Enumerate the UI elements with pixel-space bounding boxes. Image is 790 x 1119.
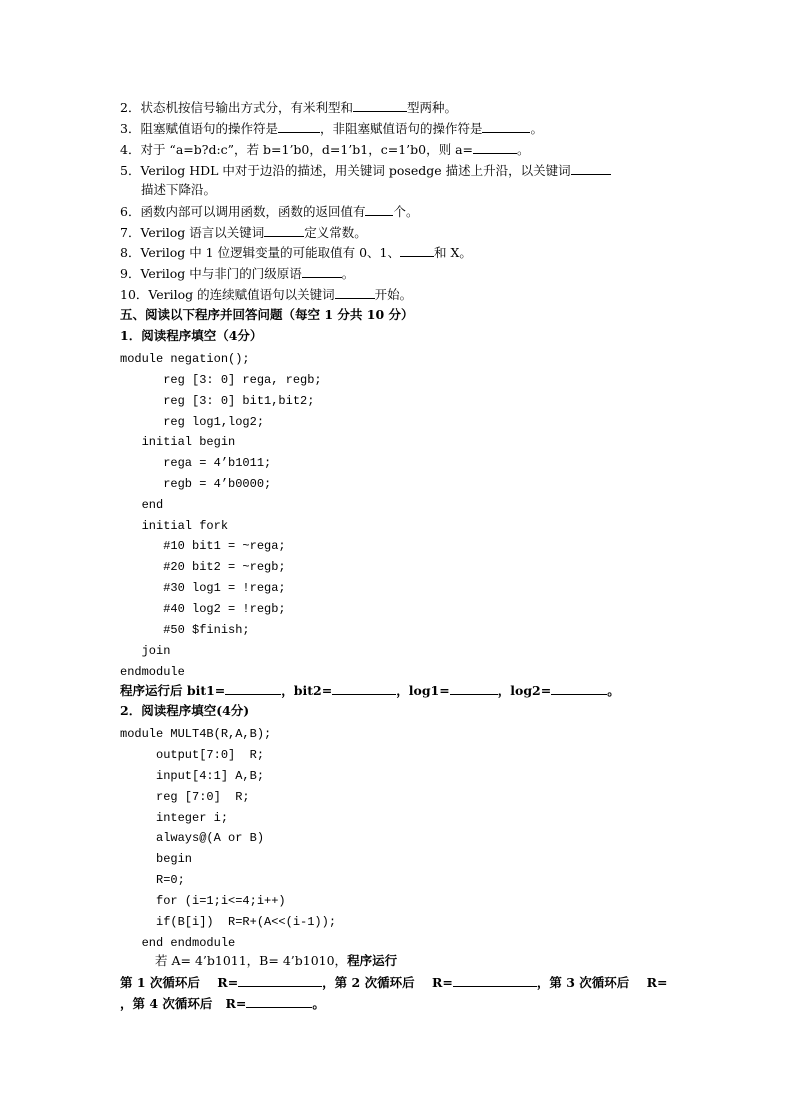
answer-blank <box>551 682 607 695</box>
question-2-run-line: 若 A= 4’b1011，B= 4’b1010，程序运行 <box>155 953 398 968</box>
answer-blank <box>238 974 322 987</box>
answer-blank <box>482 120 530 133</box>
answer-blank <box>353 99 407 112</box>
answer-blank <box>453 974 537 987</box>
answer-blank <box>400 244 434 257</box>
answer-blank <box>278 120 320 133</box>
fill-item-3: 3．阻塞赋值语句的操作符是 ，非阻塞赋值语句的操作符是 。 <box>120 121 543 136</box>
fill-item-6: 6．函数内部可以调用函数，函数的返回值有 个。 <box>120 204 419 219</box>
code-line: #20 bit2 = ~regb; <box>120 560 286 574</box>
code-line: #40 log2 = !regb; <box>120 602 286 616</box>
answer-blank <box>332 682 396 695</box>
code-line: reg [7:0] R; <box>120 790 250 804</box>
answer-blank <box>450 682 498 695</box>
code-line: integer i; <box>120 811 229 825</box>
fill-item-5-continued: 描述下降沿。 <box>141 182 217 197</box>
question-2-loop-line-1: 第 1 次循环后 R= ，第 2 次循环后 R= ，第 3 次循环后 R= <box>120 975 668 990</box>
fill-item-4: 4．对于 “a=b?d:c”，若 b=1’b0，d=1’b1，c=1’b0，则 a= 。 <box>120 142 530 157</box>
fill-item-5: 5．Verilog HDL 中对于边沿的描述，用关键词 posedge 描述上升沿，以关键词 <box>120 162 611 179</box>
code-line: regb = 4’b0000; <box>120 477 272 491</box>
code-line: output[7:0] R; <box>120 748 265 762</box>
code-line: end <box>120 498 164 512</box>
code-line: reg [3: 0] bit1,bit2; <box>120 394 315 408</box>
answer-blank <box>246 995 312 1008</box>
question-1-answer-line: 程序运行后 bit1= ，bit2= ，log1= ，log2= 。 <box>120 683 620 698</box>
code-line: input[4:1] A,B; <box>120 769 265 783</box>
code-line: #50 $finish; <box>120 623 250 637</box>
code-line: for (i=1;i<=4;i++) <box>120 894 286 908</box>
question-2-title: 2．阅读程序填空(4分) <box>120 703 250 718</box>
code-line: rega = 4’b1011; <box>120 456 272 470</box>
answer-blank <box>225 682 281 695</box>
code-line: begin <box>120 852 193 866</box>
fill-item-8: 8．Verilog 中 1 位逻辑变量的可能取值有 0、1、 和 X。 <box>120 245 472 260</box>
code-line: module negation(); <box>120 352 250 366</box>
answer-blank <box>335 286 375 299</box>
code-line: if(B[i]) R=R+(A<<(i-1)); <box>120 915 337 929</box>
question-1-title: 1．阅读程序填空（4分） <box>120 328 263 343</box>
answer-blank <box>571 162 611 175</box>
code-line: #30 log1 = !rega; <box>120 581 286 595</box>
code-line: reg [3: 0] rega, regb; <box>120 373 322 387</box>
answer-blank <box>473 141 517 154</box>
code-line: initial begin <box>120 435 236 449</box>
code-line: always@(A or B) <box>120 831 265 845</box>
answer-blank <box>302 265 342 278</box>
fill-item-10: 10．Verilog 的连续赋值语句以关键词 开始。 <box>120 287 413 302</box>
answer-blank <box>264 224 304 237</box>
code-line: reg log1,log2; <box>120 415 265 429</box>
code-line: endmodule <box>120 665 185 679</box>
fill-item-9: 9．Verilog 中与非门的门级原语 。 <box>120 266 355 281</box>
code-line: end endmodule <box>120 936 236 950</box>
question-2-loop-line-2: ，第 4 次循环后 R= 。 <box>120 996 325 1011</box>
fill-item-7: 7．Verilog 语言以关键词 定义常数。 <box>120 225 367 240</box>
section-heading: 五、阅读以下程序并回答问题（每空 1 分共 10 分） <box>120 307 414 322</box>
code-line: #10 bit1 = ~rega; <box>120 539 286 553</box>
fill-item-2: 2．状态机按信号输出方式分，有米利型和 型两种。 <box>120 100 457 115</box>
code-line: module MULT4B(R,A,B); <box>120 727 272 741</box>
code-line: join <box>120 644 171 658</box>
code-line: initial fork <box>120 519 229 533</box>
answer-blank <box>365 203 393 216</box>
code-line: R=0; <box>120 873 185 887</box>
